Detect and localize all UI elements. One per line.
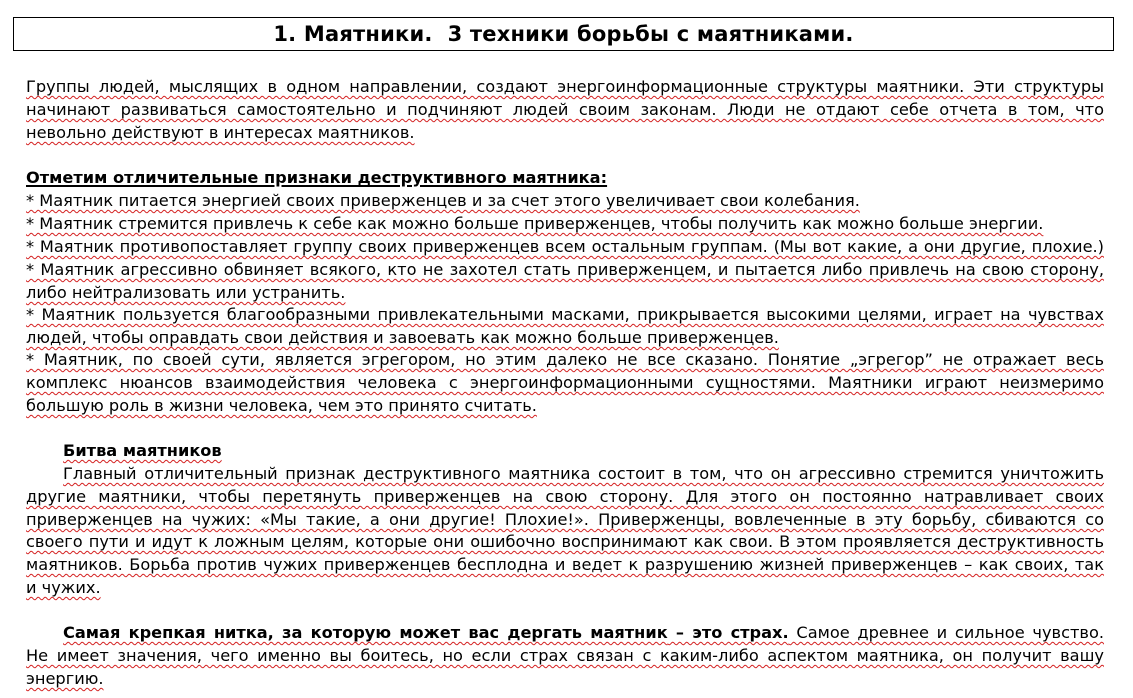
battle-line-5: маятников. Борьба против чужих приверженцев бесплодна и ведет к разрушению жизней приверженцев – как своих, так [26, 555, 1104, 574]
sign-line-5: либо нейтрализовать или устранить. [26, 283, 346, 302]
sign-line-7: людей, чтобы оправдать свои действия и завоевать как можно больше приверженцев. [26, 328, 779, 347]
sign-line-4: * Маятник агрессивно обвиняет всякого, кто не захотел стать приверженцем, и пытается либо привлечь на свою сторону, [26, 260, 1104, 279]
battle-line-1: Главный отличительный признак деструктивного маятника состоит в том, что он агрессивно стремится уничтожить [63, 464, 1104, 483]
sign-line-1: * Маятник питается энергией своих приверженцев и за счет этого увеличивает свои колебания. [26, 191, 860, 210]
battle-line-4: своего пути и идут к ложным целям, которые они ошибочно воспринимают как свои. В этом проявляется деструктивность [26, 532, 1104, 551]
sign-line-2: * Маятник стремится привлечь к себе как можно больше приверженцев, чтобы получить как можно больше энергии. [26, 214, 1044, 233]
fear-line-1 [63, 622, 1104, 644]
intro-line-2: начинают развиваться самостоятельно и подчиняют людей своим законам. Люди не отдают себе отчета в том, что [26, 100, 1104, 119]
fear-rest-text: Самое древнее и сильное чувство. [788, 623, 1104, 642]
battle-heading: Битва маятников [63, 441, 222, 460]
signs-heading-text: Отметим отличительные признаки деструктивного маятника: [26, 168, 608, 187]
fear-bold-text: Самая крепкая нитка, за которую может вас дергать маятник [63, 623, 668, 642]
sign-line-10: большую роль в жизни человека, чем это принято считать. [26, 396, 537, 415]
sign-line-3: * Маятник противопоставляет группу своих приверженцев всем остальным группам. (Мы вот какие, а они другие, плохие.) [26, 237, 1104, 256]
battle-line-6: и чужих. [26, 578, 101, 597]
battle-line-2: другие маятники, чтобы перетянуть приверженцев на свою сторону. Для этого он постоянно натравливает своих [26, 487, 1104, 506]
fear-bold-text-2: – это страх. [667, 623, 789, 642]
battle-line-3: приверженцев на чужих: «Мы такие, а они другие! Плохие!». Приверженцы, вовлеченные в эту борьбу, сбиваются со [26, 510, 1104, 529]
signs-heading [26, 167, 1104, 189]
intro-line-3: невольно действуют в интересах маятников. [26, 123, 415, 142]
sign-line-8: * Маятник, по своей сути, является эгрегором, но этим далеко не все сказано. Понятие „эгрегор” не отражает весь [26, 350, 1104, 369]
intro-line-1: Группы людей, мыслящих в одном направлении, создают энергоинформационные структуры маятники. Эти структуры [26, 77, 1104, 96]
fear-line-3: энергию. [26, 669, 104, 688]
sign-line-6: * Маятник пользуется благообразными привлекательными масками, прикрывается высокими целями, играет на чувствах [26, 305, 1104, 324]
fear-line-2: Не имеет значения, чего именно вы боитесь, но если страх связан с каким-либо аспектом маятника, он получит вашу [26, 646, 1104, 665]
page-title: 1. Маятники. 3 техники борьбы с маятниками. [13, 17, 1114, 51]
sign-line-9: комплекс нюансов взаимодействия человека с энергоинформационными сущностями. Маятники играют неизмеримо [26, 373, 1104, 392]
